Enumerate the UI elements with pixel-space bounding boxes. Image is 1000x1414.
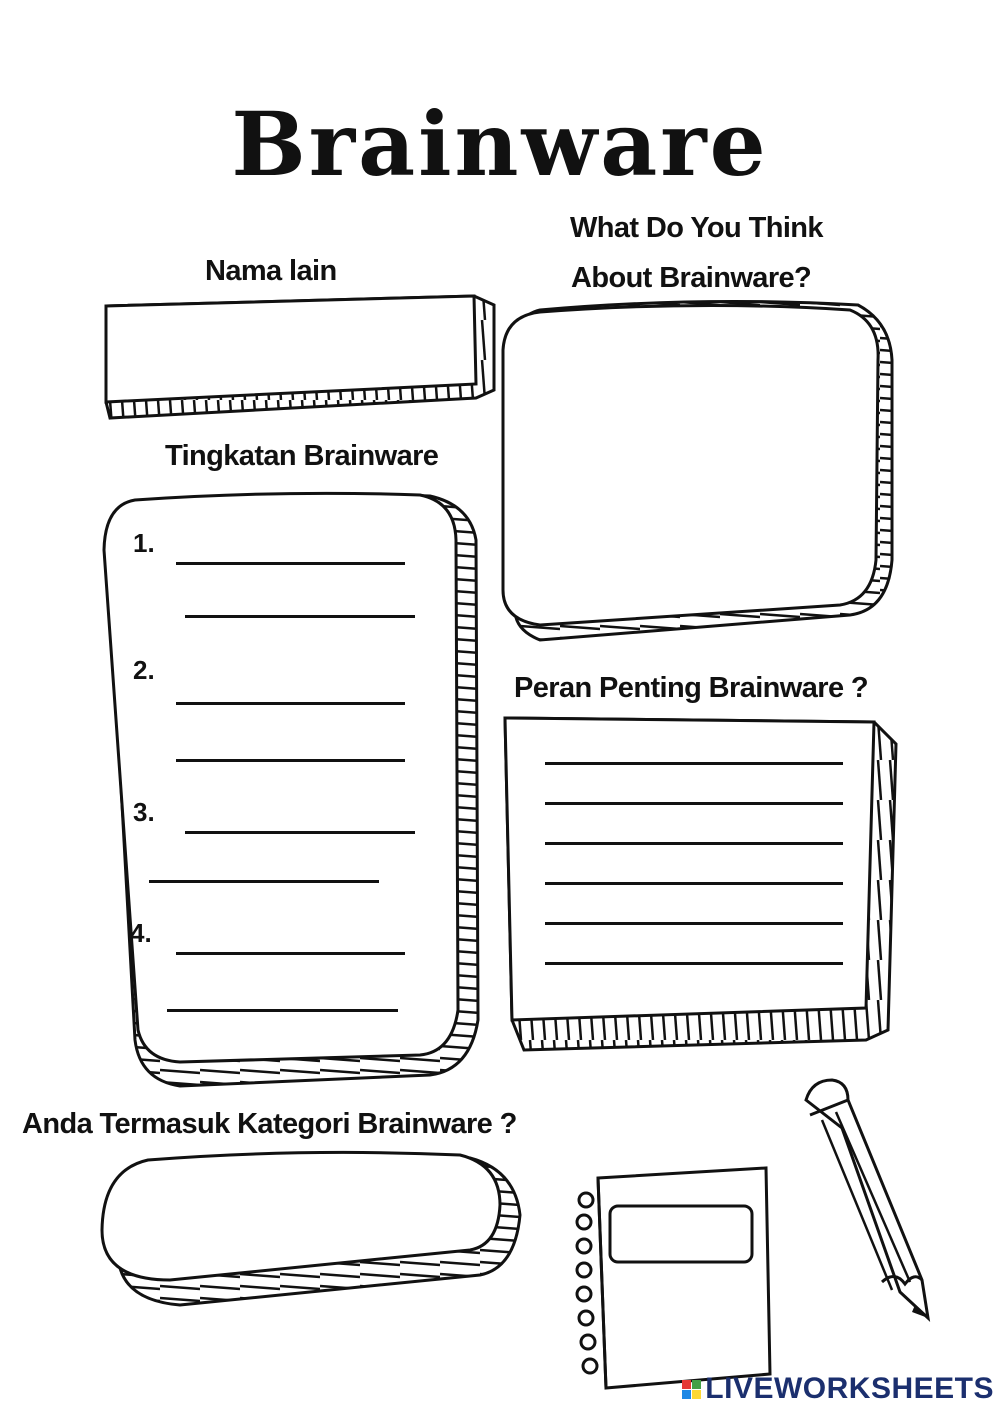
answer-line[interactable] bbox=[545, 962, 843, 965]
nama-lain-answer-area[interactable] bbox=[110, 310, 470, 395]
answer-line[interactable] bbox=[185, 615, 415, 618]
tingkatan-number-1: 1. bbox=[133, 528, 155, 558]
page-title: Brainware bbox=[231, 92, 769, 196]
answer-line[interactable] bbox=[176, 562, 405, 565]
think-answer-area[interactable] bbox=[512, 320, 872, 610]
answer-line[interactable] bbox=[176, 702, 405, 705]
answer-line[interactable] bbox=[545, 802, 843, 805]
liveworksheets-brand-text: LIVEWORKSHEETS bbox=[705, 1372, 994, 1405]
tingkatan-number-3: 3. bbox=[133, 797, 155, 827]
kategori-label: Anda Termasuk Kategori Brainware ? bbox=[22, 1108, 517, 1140]
pencil-illustration bbox=[806, 1080, 928, 1318]
answer-line[interactable] bbox=[185, 831, 415, 834]
liveworksheets-logo-icon bbox=[682, 1380, 701, 1399]
answer-line[interactable] bbox=[176, 759, 405, 762]
liveworksheets-brand[interactable] bbox=[682, 1372, 994, 1406]
notebook-illustration bbox=[577, 1168, 770, 1388]
answer-line[interactable] bbox=[545, 882, 843, 885]
tingkatan-number-4: 4. bbox=[130, 918, 152, 948]
peran-label: Peran Penting Brainware ? bbox=[514, 672, 869, 704]
answer-line[interactable] bbox=[545, 922, 843, 925]
answer-line[interactable] bbox=[176, 952, 405, 955]
kategori-answer-area[interactable] bbox=[110, 1165, 495, 1270]
answer-line[interactable] bbox=[167, 1009, 398, 1012]
think-label-line1: What Do You Think bbox=[570, 212, 823, 244]
nama-lain-label: Nama lain bbox=[205, 255, 337, 287]
tingkatan-number-2: 2. bbox=[133, 655, 155, 685]
answer-line[interactable] bbox=[149, 880, 379, 883]
tingkatan-box bbox=[104, 493, 478, 1086]
answer-line[interactable] bbox=[545, 762, 843, 765]
tingkatan-label: Tingkatan Brainware bbox=[165, 440, 439, 472]
answer-line[interactable] bbox=[545, 842, 843, 845]
think-label-line2: About Brainware? bbox=[571, 262, 812, 294]
